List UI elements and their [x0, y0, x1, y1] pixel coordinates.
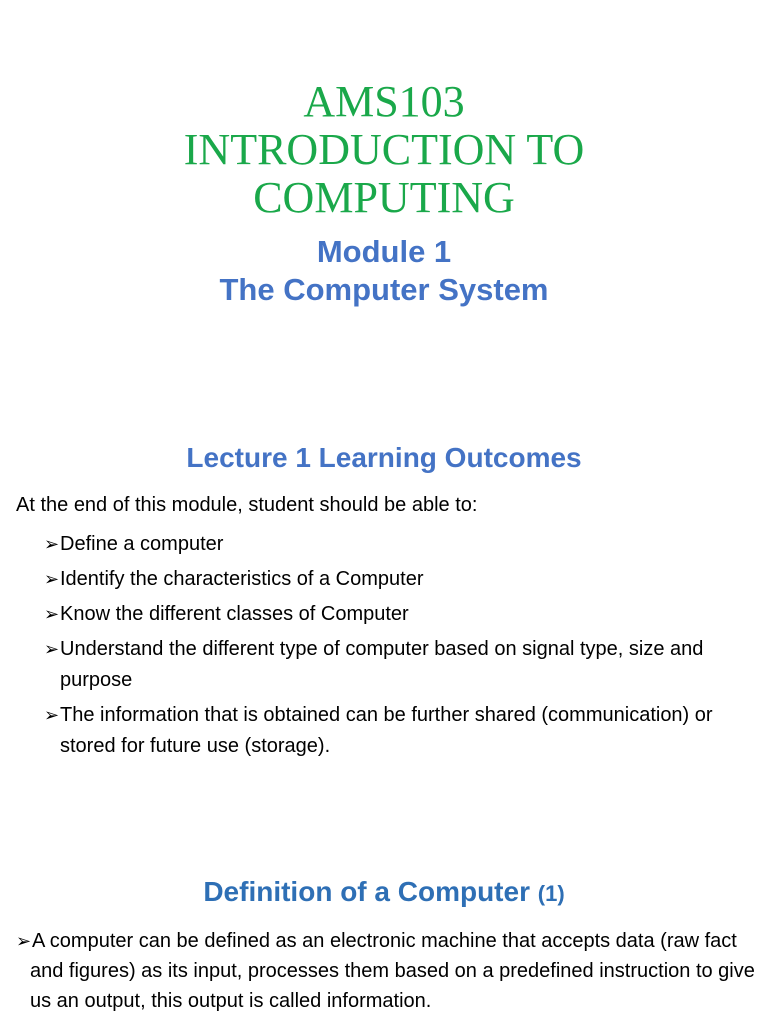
module-title: The Computer System	[219, 272, 549, 307]
definition-text: A computer can be defined as an electronic machine that accepts data (raw fact and figures) as its input, processes them based on a predefined instruction to give us an output, this output is called information.	[30, 930, 755, 1012]
definition-slide	[0, 872, 768, 1012]
definition-heading-suffix: (1)	[537, 881, 565, 906]
outcomes-list	[44, 529, 764, 766]
outcomes-heading: Lecture 1 Learning Outcomes	[186, 442, 582, 473]
definition-heading-text: Definition of a Computer	[203, 876, 530, 907]
title-slide	[0, 78, 768, 309]
list-item	[44, 529, 764, 560]
list-item-text: Know the different classes of Computer	[60, 603, 409, 625]
list-item-text: Understand the different type of computer based on signal type, size and purpose	[60, 638, 704, 691]
module-label: Module 1	[316, 234, 452, 269]
arrow-bullet-icon: ➢	[44, 534, 60, 554]
list-item	[44, 599, 764, 630]
learning-outcomes-slide	[0, 440, 768, 757]
list-item	[44, 634, 764, 696]
list-item-text: Identify the characteristics of a Computer	[60, 568, 424, 590]
definition-paragraph	[18, 926, 768, 1016]
list-item	[44, 700, 764, 762]
list-item-text: Define a computer	[60, 533, 224, 555]
arrow-bullet-icon: ➢	[44, 569, 60, 589]
arrow-bullet-icon: ➢	[16, 931, 32, 951]
course-title-line-1: INTRODUCTION TO	[183, 125, 585, 174]
course-title-line-2: COMPUTING	[253, 173, 515, 222]
arrow-bullet-icon: ➢	[44, 705, 60, 725]
definition-heading	[0, 872, 768, 914]
outcomes-intro: At the end of this module, student should be able to:	[16, 494, 478, 516]
module-block	[0, 233, 768, 309]
course-code: AMS103	[303, 77, 465, 126]
arrow-bullet-icon: ➢	[44, 639, 60, 659]
list-item	[44, 564, 764, 595]
list-item-text: The information that is obtained can be further shared (communication) or stored for future use (storage).	[60, 704, 713, 757]
arrow-bullet-icon: ➢	[44, 604, 60, 624]
